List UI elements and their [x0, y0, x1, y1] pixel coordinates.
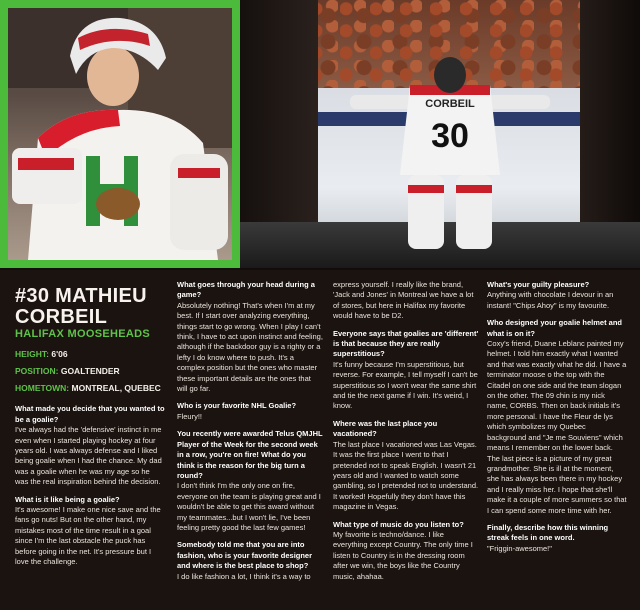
player-name-line-1: #30 MATHIEU [15, 285, 147, 307]
question: Who is your favorite NHL Goalie? [177, 401, 297, 411]
question: Everyone says that goalies are 'different' is that because they are really superstitious? [333, 328, 479, 359]
answer: Fleury!! [177, 411, 203, 421]
qa-block [333, 520, 479, 582]
team-name: HALIFAX MOOSEHEADS [15, 328, 150, 340]
qa-block [487, 280, 627, 311]
answer: Coxy's friend, Duane Leblanc painted my helmet. I told him exactly what I wanted and that was exactly what he did. I have a terminator moose o the top with the Citadel on one side and the team slogan on the other. The 09 chin is my nick name, CORBS. Then on back initials it's more personal. I have the Fleur de lys which symbolizes my Quebec background and "Je me Souviens" which means I remember on the lower back. The last piece is a picture of my great grandmother. She is ill at the moment, she has always been there in my hockey and I really miss her. I hope that she'll make it a couple of more summers so that I can spend some more time with her. [487, 339, 627, 515]
answer: It's funny because I'm superstitious, but reverse. For example, I tell myself I can't be superstitious so I won't wear the same shirt and tie the next game if I win. It's weird, I know. [333, 359, 478, 411]
question: What goes through your head during a game? [177, 280, 315, 300]
qa-block [15, 404, 165, 487]
stat-position [15, 365, 165, 377]
article-column-1 [15, 286, 165, 575]
stat-value: MONTREAL, QUEBEC [71, 383, 161, 394]
interview-article [0, 270, 640, 610]
article-column-3 [333, 280, 479, 589]
qa-block [333, 419, 479, 513]
stat-hometown [15, 382, 165, 394]
qa-block [177, 540, 323, 582]
qa-block [487, 523, 627, 554]
goalie-portrait-illustration [8, 8, 232, 260]
question: What type of music do you listen to? [333, 519, 464, 529]
jersey-name: CORBEIL [425, 98, 475, 110]
answer: My favorite is techno/dance. I like everything except Country. The only time I listen to Country is in the dressing room after we win, the boys like the Country music, ahahaa. [333, 529, 473, 581]
answer: "Friggin-awesome!" [487, 543, 552, 553]
question: What's your guilty pleasure? [487, 280, 590, 289]
qa-block [487, 318, 627, 516]
stat-label: HOMETOWN: [15, 383, 70, 394]
answer: express yourself. I really like the brand, 'Jack and Jones' in Montreal we have a lot of stores, but here in Halifax my favorite would have to be D2. [333, 280, 474, 321]
answer: The last place I vacationed was Las Vegas. It was the first place I went to that I pretended not to speak English. I wasn't 21 years old and I wanted to watch some gambling, so I pretended not to understand. It worked! Hopefully they don't have this magazine in Vegas. [333, 439, 479, 512]
question: Who designed your goalie helmet and what is on it? [487, 318, 623, 338]
portrait-photo-frame [0, 0, 240, 268]
qa-block [177, 401, 323, 422]
stat-label: HEIGHT: [15, 349, 49, 360]
stat-height [15, 348, 165, 360]
question: What is it like being a goalie? [15, 494, 120, 504]
article-column-4 [487, 280, 627, 561]
answer: I don't think I'm the only one on fire, everyone on the team is playing great and I wouldn't be able to get this award without my teammates...but I won't lie, I've been feeling pretty good the last few games! [177, 481, 321, 532]
qa-block [177, 280, 323, 394]
question: What made you decide that you wanted to be a goalie? [15, 404, 165, 424]
answer: It's awesome! I make one nice save and the fans go nuts! But on the other hand, my mistakes most of the time result in a goal since I'm the last obstacle the puck has before going in the net. It's pressure but I love the challenge. [15, 505, 161, 567]
stat-value: GOALTENDER [60, 366, 120, 377]
stat-value: 6'06 [51, 349, 68, 360]
question: Finally, describe how this winning streak feels in one word. [487, 522, 609, 543]
qa-block [15, 495, 165, 568]
player-name-line-2: CORBEIL [15, 306, 108, 328]
article-column-2 [177, 280, 323, 589]
answer: I do like fashion a lot, I think it's a way to [177, 571, 311, 581]
qa-block [177, 429, 323, 533]
question: Where was the last place you vacationed? [333, 418, 438, 439]
tunnel-photo [240, 0, 640, 268]
question: You recently were awarded Telus QMJHL Player of the Week for the second week in a row, you're on fire! What do you think is the reason for the big turn a round? [177, 429, 323, 480]
answer: I've always had the 'defensive' instinct in me even when I started playing hockey at four years old. I was always defense and I liked being goalie when I had the chance. My dad was a goalie when he was my age so he was the real inspiration behind the decision. [15, 425, 162, 487]
photo-strip [0, 0, 640, 270]
jersey-number: 30 [431, 117, 469, 155]
stat-label: POSITION: [15, 366, 59, 377]
portrait-photo [8, 8, 232, 260]
question: Somebody told me that you are into fashion, who is your favorite designer and where is the best place to shop? [177, 540, 313, 571]
answer: Anything with chocolate I devour in an instant! "Chips Ahoy" is my favourite. [487, 290, 614, 310]
qa-block [333, 329, 479, 412]
goalie-back-illustration [350, 55, 550, 255]
answer: Absolutely nothing! That's when I'm at my best. If I start over analyzing everything, things start to go wrong. When I play I can't think, I have to act upon instinct and feeling, although if the backdoor guy is a righty or a lefty I do know where to push. It's a complex position but the ones who master these important details are the ones that will go far. [177, 300, 323, 394]
qa-block [333, 280, 479, 322]
